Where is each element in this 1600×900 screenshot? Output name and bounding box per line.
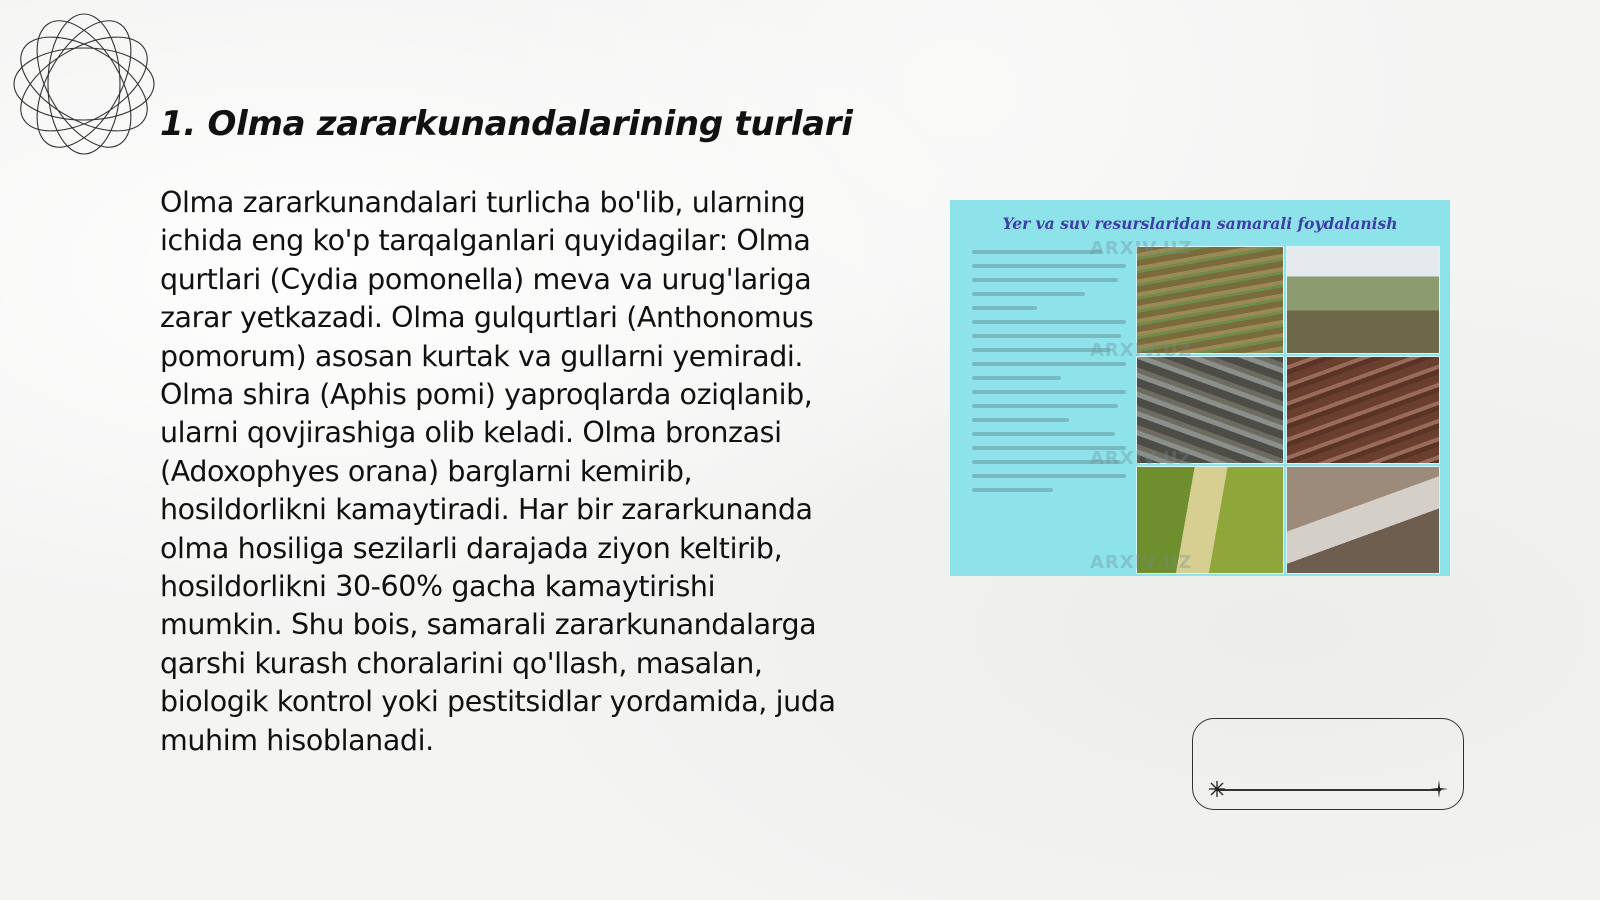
slide-title: 1. Olma zararkunandalarining turlari: [160, 104, 853, 144]
slide-body-text: Olma zararkunandalari turlicha bo'lib, ularning ichida eng ko'p tarqalganlari quyidagilar: Olma qurtlari (Cydia pomonella) meva va urug'lariga zarar yetkazadi. Olma gulqurtlari (Anthonomus pomorum) asosan kurtak va gullarni yemiradi. Olma shira (Aphis pomi) yaproqlarda oziqlanib, ularni qovjirashiga olib keladi. Olma bronzasi (Adoxophyes orana) barglarni kemirib, hosildorlikni kamaytiradi. Har bir zararkunanda olma hosiliga sezilarli darajada ziyon keltirib, hosildorlikni 30-60% gacha kamaytirishi mumkin. Shu bois, samarali zararkunandalarga qarshi kurash choralarini qo'llash, masalan, biologik kontrol yoki pestitsidlar yordamida, juda muhim hisoblanadi.: [160, 186, 836, 757]
land-water-figure: [950, 200, 1450, 576]
figure-heading: Yer va suv resurslaridan samarali foydalanish: [1002, 214, 1398, 233]
watermark: ARXIV.UZ: [1090, 448, 1193, 469]
furrow-irrigation-photo: [1136, 356, 1284, 464]
field-seedlings-photo: [1136, 246, 1284, 354]
starburst-icon: [1207, 779, 1227, 799]
watermark: ARXIV.UZ: [1090, 340, 1193, 361]
soil-pit-photo: [1286, 466, 1440, 574]
spirograph-circle-icon: [10, 10, 158, 158]
decorative-slider-frame: [1192, 718, 1464, 810]
plastic-mulch-rows-photo: [1286, 356, 1440, 464]
watermark: ARXIV.UZ: [1090, 238, 1193, 259]
sparkle-icon: [1429, 779, 1449, 799]
irrigation-sprinkler-photo: [1286, 246, 1440, 354]
slider-track: [1215, 789, 1441, 791]
irrigation-canal-photo: [1136, 466, 1284, 574]
figure-blurred-text: [972, 250, 1134, 560]
watermark: ARXIV.UZ: [1090, 552, 1193, 573]
